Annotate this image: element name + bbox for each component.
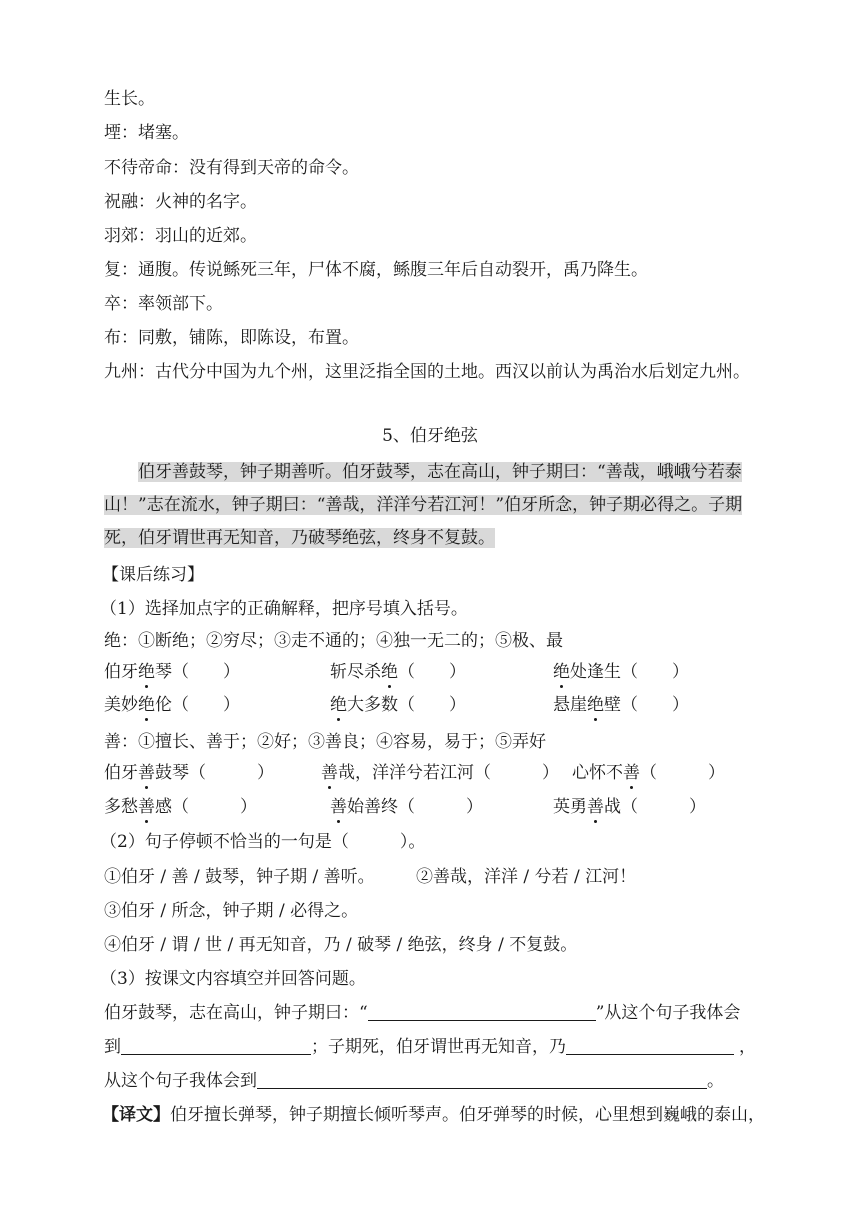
shan-item: 伯牙善鼓琴（ ） — [104, 763, 274, 783]
translation-line — [102, 1104, 765, 1126]
lesson-text — [104, 456, 759, 555]
translation-label: 【译文】 — [102, 1105, 170, 1125]
note-line: 复：通腹。传说鲧死三年，尸体不腐，鲧腹三年后自动裂开，禹乃降生。 — [104, 260, 648, 280]
fill-blank[interactable] — [566, 1036, 734, 1055]
note-line: 布：同敷，铺陈，即陈设，布置。 — [104, 328, 359, 348]
note-line: 羽郊：羽山的近郊。 — [104, 226, 257, 246]
jue-item: 美妙绝伦（ ） — [104, 695, 240, 715]
q2-option: ②善哉，洋洋 / 兮若 / 江河！ — [416, 867, 637, 887]
q2-prompt: （2）句子停顿不恰当的一句是（ ）。 — [100, 832, 426, 852]
jue-item: 斩尽杀绝（ ） — [330, 662, 466, 682]
lesson-text-row: 山！”志在流水，钟子期曰：“善哉，洋洋兮若江河！”伯牙所念，钟子期必得之。子期 — [104, 495, 743, 515]
q3-prompt: （3）按课文内容填空并回答问题。 — [100, 969, 366, 989]
jue-item: 绝大多数（ ） — [330, 695, 466, 715]
jue-item: 悬崖绝壁（ ） — [553, 695, 689, 715]
note-line: 生长。 — [104, 89, 155, 109]
shan-item: 心怀不善（ ） — [572, 763, 725, 783]
lesson-text-row: 死，伯牙谓世再无知音，乃破琴绝弦，终身不复鼓。 — [104, 528, 495, 548]
fill-blank[interactable] — [368, 1002, 596, 1021]
q3-line: 伯牙鼓琴，志在高山，钟子期曰：“ ”从这个句子我体会 — [104, 1003, 741, 1023]
shan-item: 多愁善感（ ） — [104, 797, 257, 817]
q2-option: ③伯牙 / 所念，钟子期 / 必得之。 — [104, 901, 359, 921]
lesson-text-row: 伯牙善鼓琴，钟子期善听。伯牙鼓琴，志在高山，钟子期曰：“善哉，峨峨兮若泰 — [138, 462, 742, 482]
note-line: 九州：古代分中国为九个州，这里泛指全国的土地。西汉以前认为禹治水后划定九州。 — [104, 362, 750, 382]
q2-option: ④伯牙 / 谓 / 世 / 再无知音，乃 / 破琴 / 绝弦，终身 / 不复鼓。 — [104, 935, 578, 955]
note-line: 祝融：火神的名字。 — [104, 192, 257, 212]
jue-item: 伯牙绝琴（ ） — [104, 662, 240, 682]
q1-prompt: （1）选择加点字的正确解释，把序号填入括号。 — [100, 599, 468, 619]
shan-item: 善始善终（ ） — [330, 797, 483, 817]
jue-definition: 绝：①断绝；②穷尽；③走不通的；④独一无二的；⑤极、最 — [104, 631, 563, 651]
shan-item: 善哉，洋洋兮若江河（ ） — [321, 763, 559, 783]
translation-text: 伯牙擅长弹琴，钟子期擅长倾听琴声。伯牙弹琴的时候，心里想到巍峨的泰山， — [170, 1105, 765, 1125]
q2-option: ①伯牙 / 善 / 鼓琴，钟子期 / 善听。 — [104, 867, 375, 887]
note-line: 卒：率领部下。 — [104, 294, 223, 314]
q3-line: 从这个句子我体会到 。 — [104, 1071, 724, 1091]
fill-blank[interactable] — [121, 1036, 311, 1055]
shan-item: 英勇善战（ ） — [553, 797, 706, 817]
note-line: 堙：堵塞。 — [104, 123, 189, 143]
q3-line: 到 ；子期死，伯牙谓世再无知音，乃 ， — [104, 1037, 756, 1057]
exercise-header: 【课后练习】 — [102, 565, 204, 585]
jue-item: 绝处逢生（ ） — [553, 662, 689, 682]
shan-definition: 善：①擅长、善于；②好；③善良；④容易，易于；⑤弄好 — [104, 732, 546, 752]
note-line: 不待帝命：没有得到天帝的命令。 — [104, 158, 359, 178]
lesson-title: 5、伯牙绝弦 — [382, 426, 478, 446]
fill-blank[interactable] — [257, 1070, 707, 1089]
